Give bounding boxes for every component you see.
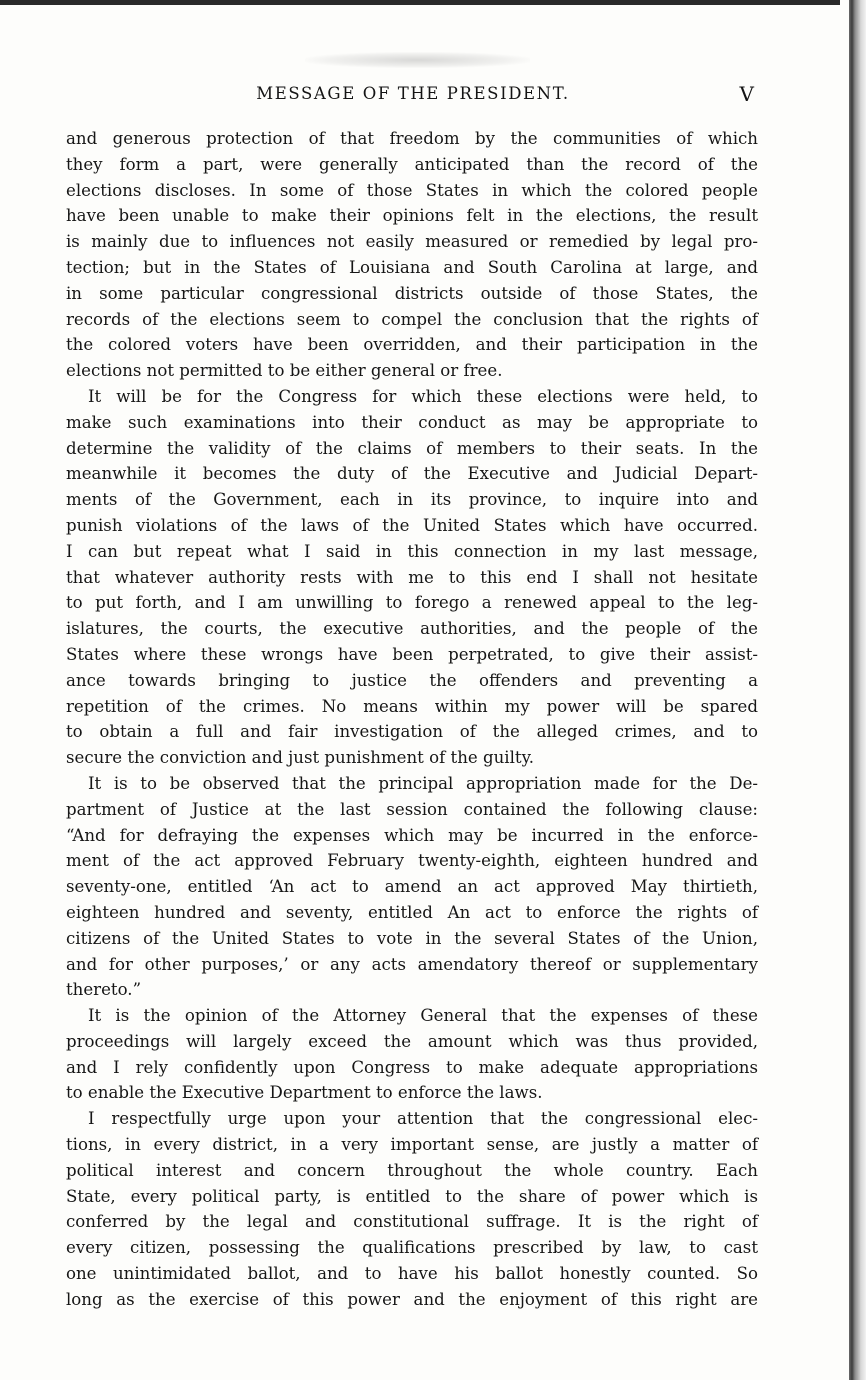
text-line: partment of Justice at the last session contained the following clause: <box>66 799 758 819</box>
text-line: and I rely confidently upon Congress to make adequate appropriations <box>66 1057 758 1077</box>
text-line: thereto.” <box>66 980 142 1000</box>
page-binding-edge <box>849 0 866 1380</box>
text-line: to enable the Executive Department to enforce the laws. <box>66 1083 543 1103</box>
text-line: ance towards bringing to justice the offenders and preventing a <box>66 670 758 690</box>
page-header <box>66 84 760 112</box>
paragraph-5 <box>66 1106 758 1312</box>
text-line: ment of the act approved February twenty-eighth, eighteen hundred and <box>66 851 758 871</box>
text-line: tions, in every district, in a very important sense, are justly a matter of <box>66 1135 758 1155</box>
text-line: to put forth, and I am unwilling to forego a renewed appeal to the leg- <box>66 593 758 613</box>
text-line: records of the elections seem to compel the conclusion that the rights of <box>66 309 758 329</box>
text-line: one unintimidated ballot, and to have his ballot honestly counted. So <box>66 1264 758 1284</box>
text-line: secure the conviction and just punishment of the guilty. <box>66 748 535 768</box>
text-line: make such examinations into their conduct as may be appropriate to <box>66 412 758 432</box>
text-line: they form a part, were generally anticipated than the record of the <box>66 154 758 174</box>
running-title: MESSAGE OF THE PRESIDENT. <box>256 84 570 103</box>
text-line: long as the exercise of this power and the enjoyment of this right are <box>66 1289 758 1309</box>
paragraph-2 <box>66 384 758 771</box>
text-line: elections discloses. In some of those States in which the colored people <box>66 180 758 200</box>
text-line: determine the validity of the claims of members to their seats. In the <box>66 438 758 458</box>
text-line: meanwhile it becomes the duty of the Executive and Judicial Depart- <box>66 464 758 484</box>
text-line: that whatever authority rests with me to this end I shall not hesitate <box>66 567 758 587</box>
text-line: is mainly due to influences not easily measured or remedied by legal pro- <box>66 232 758 252</box>
text-line: proceedings will largely exceed the amount which was thus provided, <box>66 1031 758 1051</box>
top-edge-rule <box>0 0 840 5</box>
text-line: seventy-one, entitled ‘An act to amend an act approved May thirtieth, <box>66 877 758 897</box>
text-line: punish violations of the laws of the United States which have occurred. <box>66 515 758 535</box>
text-line: States where these wrongs have been perpetrated, to give their assist- <box>66 644 758 664</box>
text-line: islatures, the courts, the executive authorities, and the people of the <box>66 619 758 639</box>
text-line: tection; but in the States of Louisiana and South Carolina at large, and <box>66 257 758 277</box>
text-line: It will be for the Congress for which these elections were held, to <box>88 386 758 406</box>
text-line: eighteen hundred and seventy, entitled An act to enforce the rights of <box>66 902 758 922</box>
text-line: It is to be observed that the principal appropriation made for the De- <box>88 773 758 793</box>
text-line: to obtain a full and fair investigation of the alleged crimes, and to <box>66 722 758 742</box>
text-line: conferred by the legal and constitutional suffrage. It is the right of <box>66 1212 758 1232</box>
text-line: political interest and concern throughout the whole country. Each <box>66 1160 758 1180</box>
text-line: “And for defraying the expenses which may be incurred in the enforce- <box>66 825 758 845</box>
text-line: have been unable to make their opinions felt in the elections, the result <box>66 206 758 226</box>
text-line: and generous protection of that freedom by the communities of which <box>66 129 758 148</box>
text-line: elections not permitted to be either general or free. <box>66 361 503 381</box>
text-line: repetition of the crimes. No means within my power will be spared <box>66 696 758 716</box>
text-line: the colored voters have been overridden, and their participation in the <box>66 335 758 355</box>
text-line: and for other purposes,’ or any acts amendatory thereof or supplementary <box>66 954 758 974</box>
paragraph-4 <box>66 1003 758 1106</box>
text-line: every citizen, possessing the qualifications prescribed by law, to cast <box>66 1238 758 1258</box>
paragraph-1 <box>66 126 758 384</box>
text-line: I respectfully urge upon your attention that the congressional elec- <box>88 1109 758 1129</box>
text-line: ments of the Government, each in its province, to inquire into and <box>66 490 758 510</box>
body-text <box>66 126 758 1313</box>
text-line: It is the opinion of the Attorney General that the expenses of these <box>88 1006 758 1026</box>
scan-smudge <box>305 52 530 68</box>
text-line: citizens of the United States to vote in the several States of the Union, <box>66 928 758 948</box>
text-line: I can but repeat what I said in this connection in my last message, <box>66 541 758 561</box>
page-number: V <box>739 82 754 106</box>
text-line: State, every political party, is entitled to the share of power which is <box>66 1186 758 1206</box>
paragraph-3 <box>66 771 758 1003</box>
text-line: in some particular congressional districts outside of those States, the <box>66 283 758 303</box>
